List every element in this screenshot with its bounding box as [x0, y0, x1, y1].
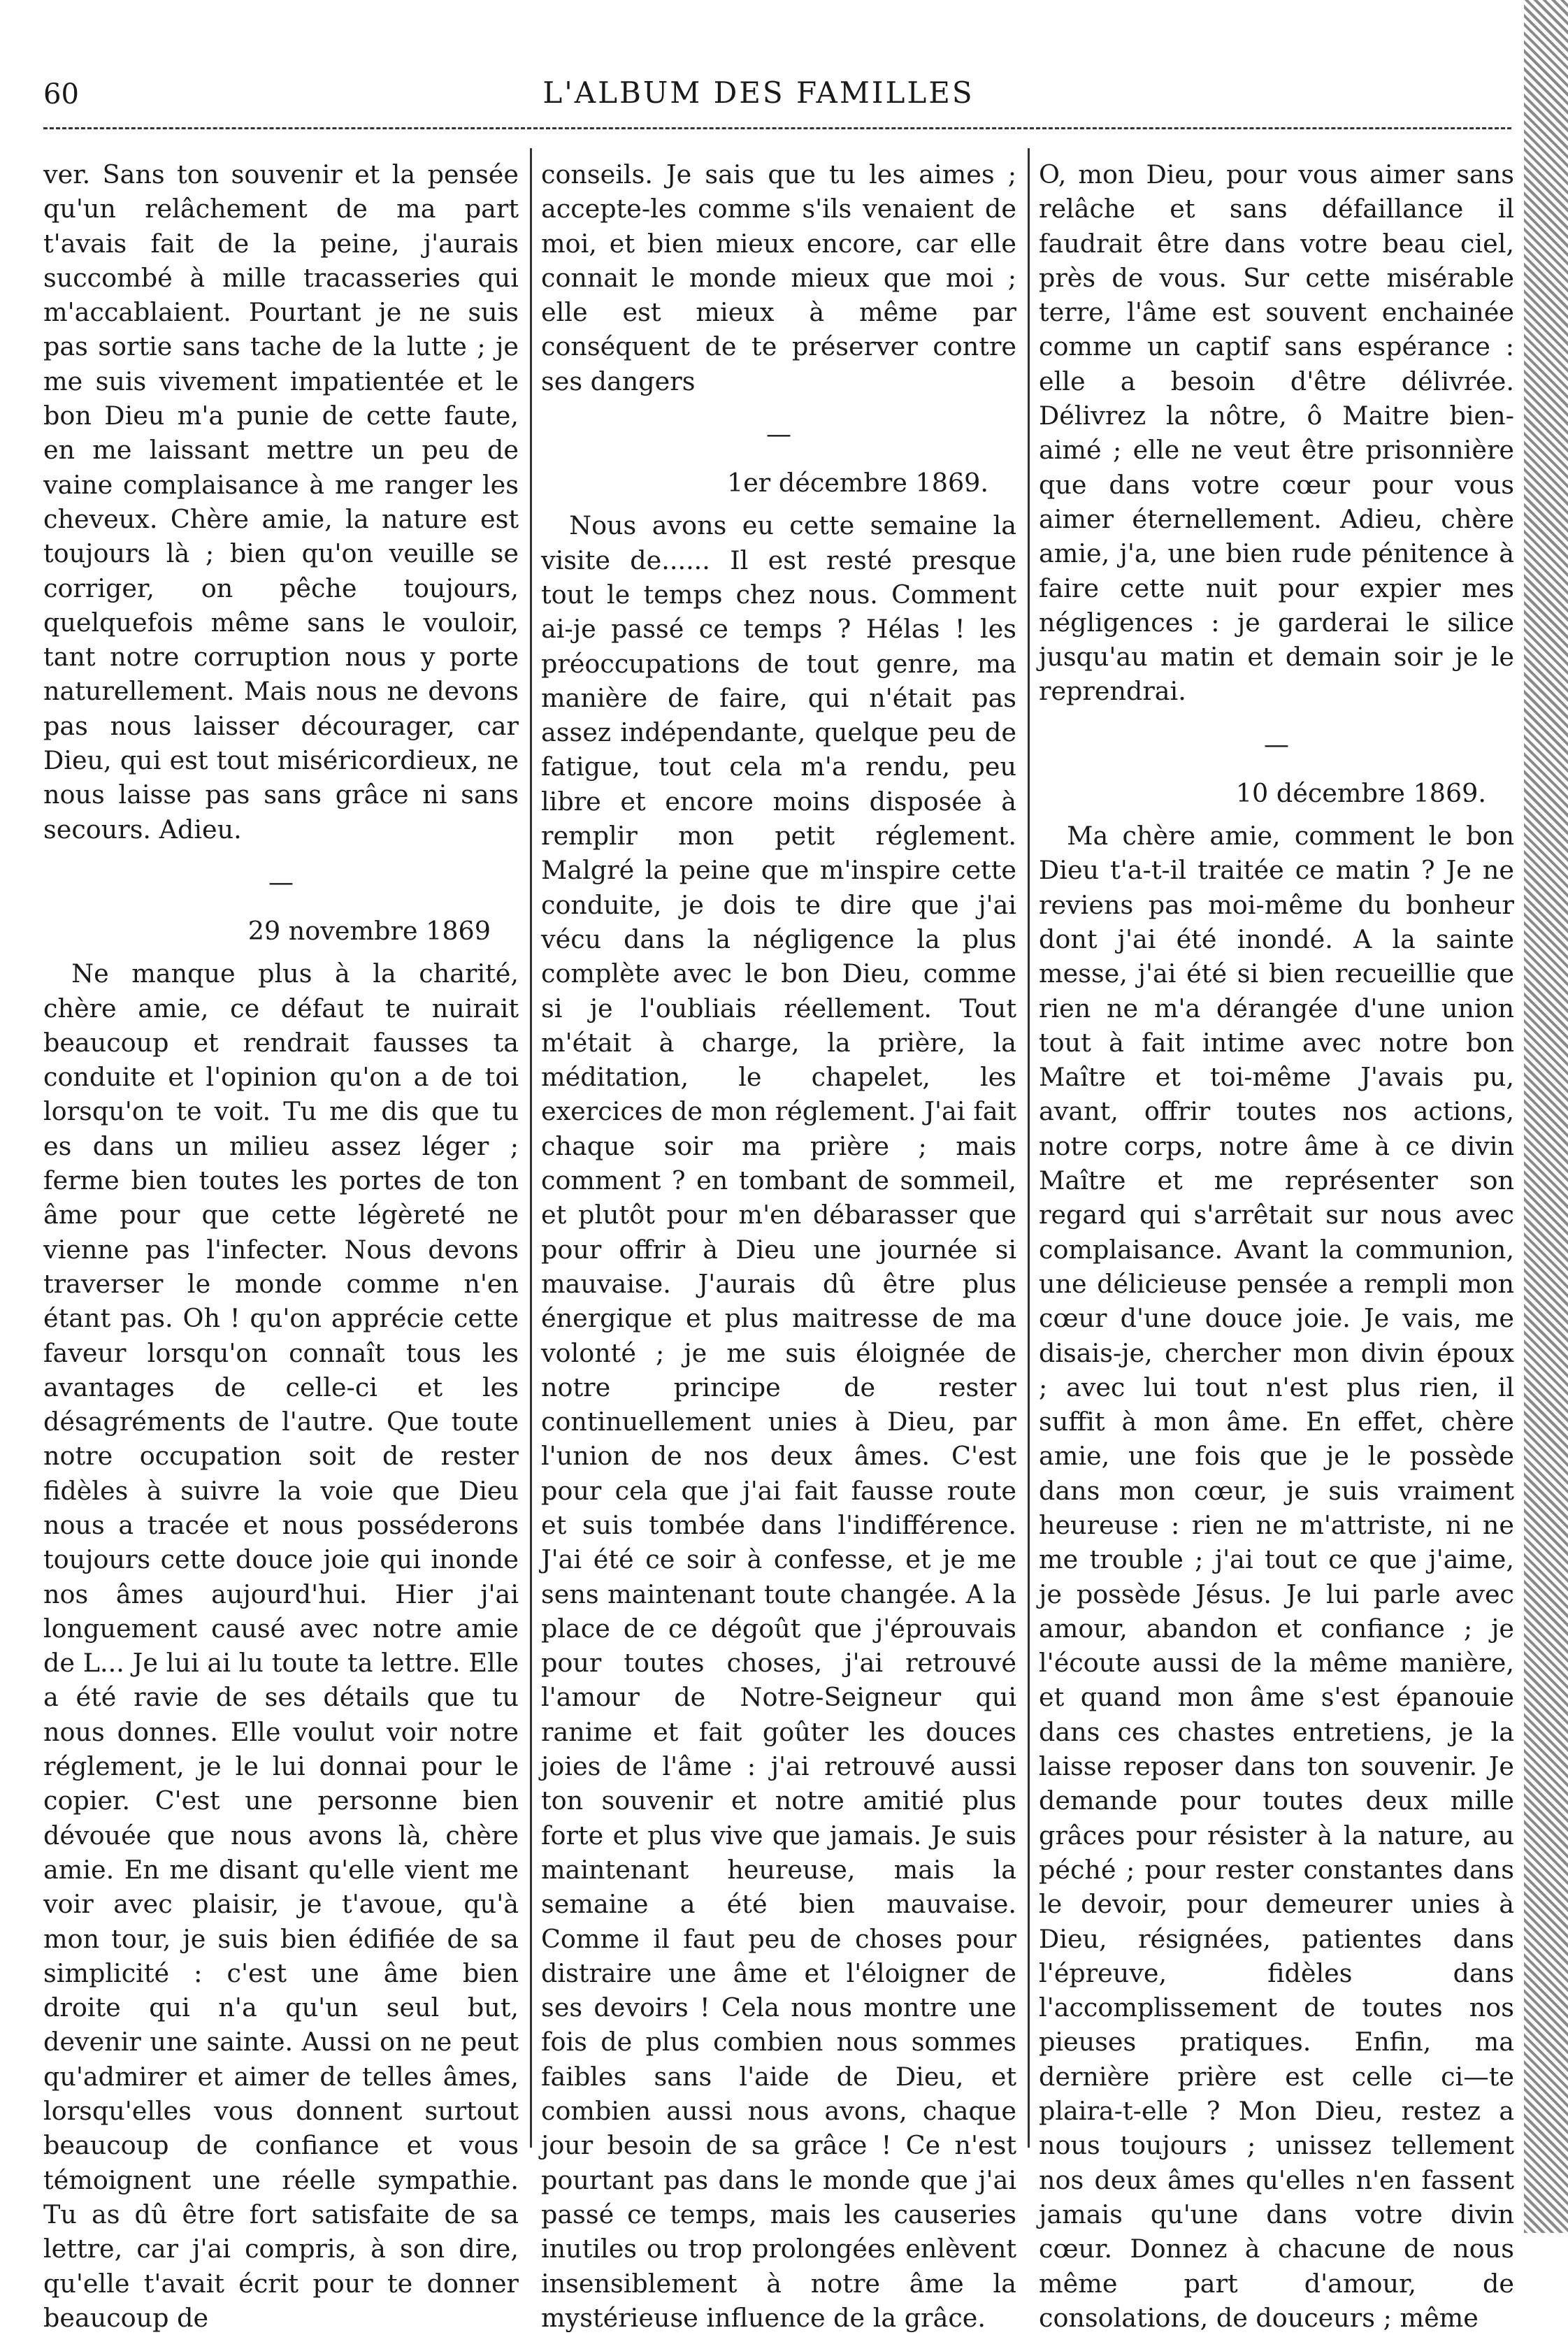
- entry-date: 29 novembre 1869: [247, 915, 491, 946]
- text-column-1: [43, 157, 519, 2335]
- paragraph-continued: ver. Sans ton souvenir et la pensée qu'un relâchement de ma part t'avais fait de la peine, j'aurais succombé à mille tracasseries qui m'accablaient. Pourtant je ne suis pas sortie sans tache de la lutte ; je me suis vivement impatientée et le bon Dieu m'a punie de cette faute, en me laissant mettre un peu de vaine complaisance à me ranger les cheveux. Chère amie, la nature est toujours là ; bien qu'on veuille se corriger, on pêche toujours, quelquefois même sans le vouloir, tant notre corruption nous y porte naturellement. Mais nous ne devons pas nous laisser décourager, car Dieu, qui est tout miséricordieux, ne nous laisse pas sans grâce ni sans secours. Adieu.: [43, 159, 519, 845]
- header-rule: [43, 127, 1511, 129]
- section-separator: —: [268, 868, 294, 897]
- page-number: 60: [43, 78, 79, 110]
- paragraph: Ma chère amie, comment le bon Dieu t'a-t-il traitée ce matin ? Je ne reviens pas moi-même du bonheur dont j'ai été inondé. A la sainte messe, j'ai été si bien recueillie que rien ne m'a dérangée d'une union tout à fait intime avec notre bon Maître et toi-même J'avais pu, avant, offrir toutes nos actions, notre corps, notre âme à ce divin Maître et me représenter son regard qui s'arrêtait sur nous avec complaisance. Avant la communion, une délicieuse pensée a rempli mon cœur d'une douce joie. Je vais, me disais-je, chercher mon divin époux ; avec lui tout n'est plus rien, il suffit à mon âme. En effet, chère amie, une fois que je le possède dans mon cœur, je suis vraiment heureuse : rien ne m'attriste, ni ne me trouble ; j'ai tout ce que j'aime, je possède Jésus. Je lui parle avec amour, abandon et confiance ; je l'écoute aussi de la même manière, et quand mon âme s'est épanouie dans ces chastes entretiens, je la laisse reposer dans ton souvenir. Je demande pour toutes deux mille grâces pour résister à la nature, au péché ; pour rester constantes dans le devoir, pour demeurer unies à Dieu, résignées, patientes dans l'épreuve, fidèles dans l'accomplissement de toutes nos pieuses pratiques. Enfin, ma dernière prière est celle ci—te plaira-t-elle ? Mon Dieu, restez a nous toujours ; unissez tellement nos deux âmes qu'elles n'en fassent jamais qu'une dans votre divin cœur. Donnez à chacune de nous même part d'amour, de consolations, de douceurs ; même: [1039, 821, 1514, 2333]
- scan-edge-strip: [1524, 0, 1568, 2233]
- column-rule-2: [1028, 148, 1030, 2148]
- paragraph-continued: conseils. Je sais que tu les aimes ; accepte-les comme s'ils venaient de moi, et bien mieux encore, car elle connait le monde mieux que moi ; elle est mieux à même par conséquent de te préserver contre ses dangers: [541, 159, 1016, 396]
- text-column-2: [541, 157, 1016, 2335]
- entry-date: 1er décembre 1869.: [726, 468, 988, 498]
- entry-date: 10 décembre 1869.: [1235, 777, 1486, 808]
- section-separator: —: [766, 420, 791, 450]
- paragraph: Nous avons eu cette semaine la visite de...... Il est resté presque tout le temps chez nous. Comment ai-je passé ce temps ? Hélas ! les préoccupations de tout genre, ma manière de faire, qui n'était pas assez indépendante, quelque peu de fatigue, tout cela m'a rendu, peu libre et encore moins disposée à remplir mon petit réglement. Malgré la peine que m'inspire cette conduite, je dois te dire que j'ai vécu dans la négligence la plus complète avec le bon Dieu, comme si je l'oubliais réellement. Tout m'était à charge, la prière, la méditation, le chapelet, les exercices de mon réglement. J'ai fait chaque soir ma prière ; mais comment ? en tombant de sommeil, et plutôt pour m'en débarasser que pour offrir à Dieu une journée si mauvaise. J'aurais dû être plus énergique et plus maitresse de ma volonté ; je me suis éloignée de notre principe de rester continuellement unies à Dieu, par l'union de nos deux âmes. C'est pour cela que j'ai fait fausse route et suis tombée dans l'indifférence. J'ai été ce soir à confesse, et je me sens maintenant toute changée. A la place de ce dégoût que j'éprouvais pour toutes choses, j'ai retrouvé l'amour de Notre-Seigneur qui ranime et fait goûter les douces joies de l'âme : j'ai retrouvé aussi ton souvenir et notre amitié plus forte et plus vive que jamais. Je suis maintenant heureuse, mais la semaine a été bien mauvaise. Comme il faut peu de choses pour distraire une âme et l'éloigner de ses devoirs ! Cela nous montre une fois de plus combien nous sommes faibles sans l'aide de Dieu, et combien aussi nous avons, chaque jour besoin de sa grâce ! Ce n'est pourtant pas dans le monde que j'ai passé ce temps, mais les causeries inutiles ou trop prolongées enlèvent insensiblement à notre âme la mystérieuse influence de la grâce.: [541, 510, 1016, 2333]
- paragraph: Ne manque plus à la charité, chère amie, ce défaut te nuirait beaucoup et rendrait fausses ta conduite et l'opinion qu'on a de toi lorsqu'on te voit. Tu me dis que tu es dans un milieu assez léger ; ferme bien toutes les portes de ton âme pour que cette légèreté ne vienne pas l'infecter. Nous devons traverser le monde comme n'en étant pas. Oh ! qu'on apprécie cette faveur lorsqu'on connaît tous les avantages de celle-ci et les désagréments de l'autre. Que toute notre occupation soit de rester fidèles à suivre la voie que Dieu nous a tracée et nous posséderons toujours cette douce joie qui inonde nos âmes aujourd'hui. Hier j'ai longuement causé avec notre amie de L... Je lui ai lu toute ta lettre. Elle a été ravie de ses détails que tu nous donnes. Elle voulut voir notre réglement, je le lui donnai pour le copier. C'est une personne bien dévouée que nous avons là, chère amie. En me disant qu'elle vient me voir avec plaisir, je t'avoue, qu'à mon tour, je suis bien édifiée de sa simplicité : c'est une âme bien droite qui n'a qu'un seul but, devenir une sainte. Aussi on ne peut qu'admirer et aimer de telles âmes, lorsqu'elles vous donnent surtout beaucoup de confiance et vous témoignent une réelle sympathie. Tu as dû être fort satisfaite de sa lettre, car j'ai compris, à son dire, qu'elle t'avait écrit pour te donner beaucoup de: [43, 958, 519, 2333]
- section-separator: —: [1264, 730, 1289, 759]
- text-column-3: [1039, 157, 1514, 2335]
- running-title: L'ALBUM DES FAMILLES: [542, 76, 974, 110]
- paragraph-continued: O, mon Dieu, pour vous aimer sans relâche et sans défaillance il faudrait être dans votre beau ciel, près de vous. Sur cette misérable terre, l'âme est souvent enchainée comme un captif sans espérance : elle a besoin d'être délivrée. Délivrez la nôtre, ô Maitre bien-aimé ; elle ne veut être prisonnière que dans votre cœur pour vous aimer éternellement. Adieu, chère amie, j'a, une bien rude pénitence à faire cette nuit pour expier mes négligences : je garderai le silice jusqu'au matin et demain soir je le reprendrai.: [1039, 159, 1514, 707]
- column-rule-1: [530, 148, 532, 2148]
